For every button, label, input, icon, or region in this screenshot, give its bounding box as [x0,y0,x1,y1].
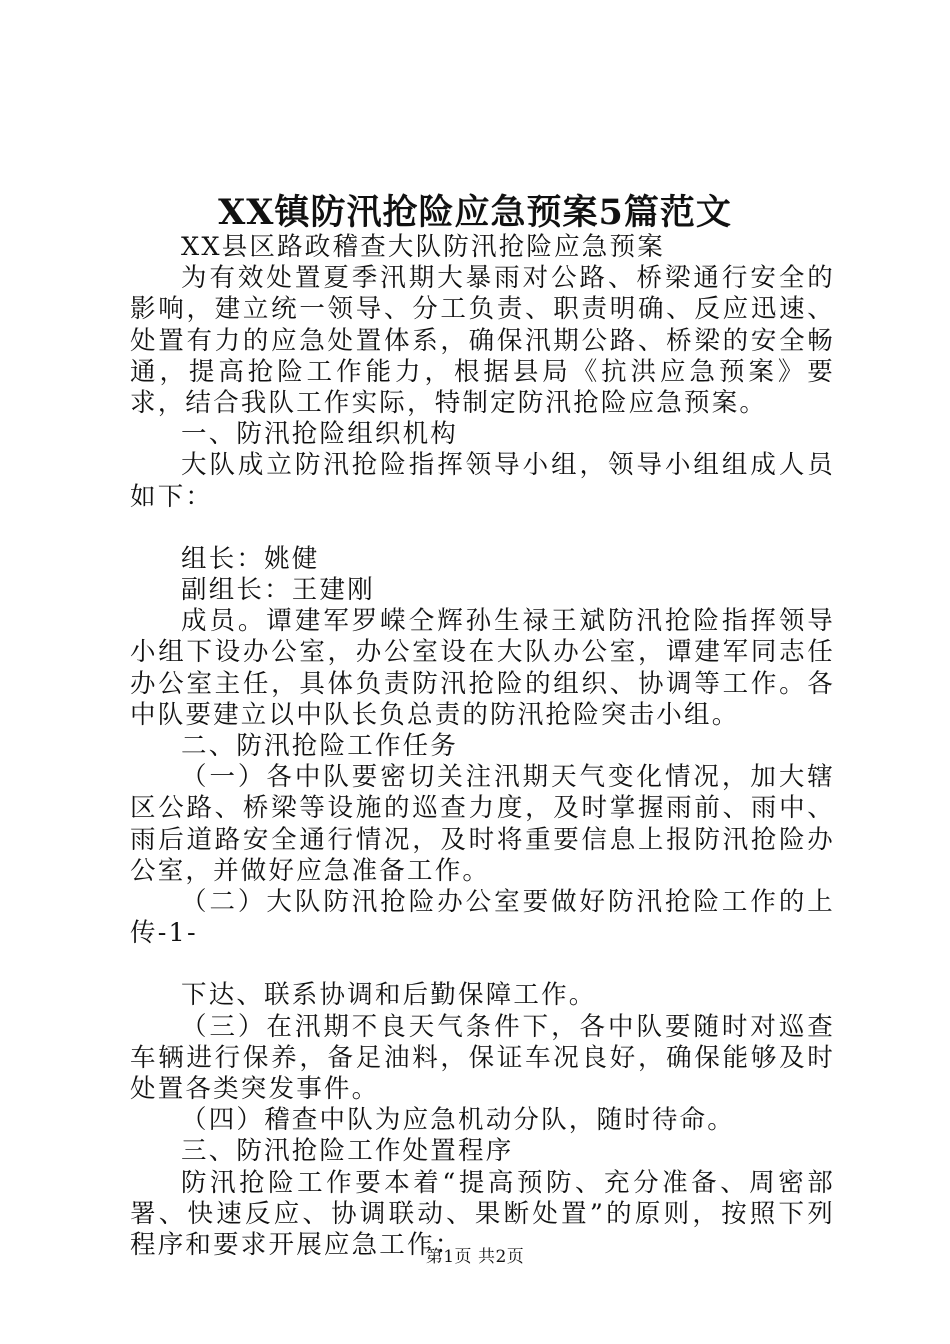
paragraph-task-2-cont: 下达、联系协调和后勤保障工作。 [181,980,597,1011]
heading-section-2: 二、防汛抢险工作任务 [181,731,459,762]
paragraph-task-1: （一）各中队要密切关注汛期天气变化情况，加大辖区公路、桥梁等设施的巡查力度，及时掌握雨前、雨中、雨后道路安全通行情况，及时将重要信息上报防汛抢险办公室，并做好应急准备工作。 [130,762,835,886]
paragraph-procedure: 防汛抢险工作要本着“提高预防、充分准备、周密部署、快速反应、协调联动、果断处置”的原则，按照下列程序和要求开展应急工作： [130,1167,835,1261]
paragraph-subtitle: XX县区路政稽查大队防汛抢险应急预案 [181,232,665,262]
heading-section-3: 三、防汛抢险工作处置程序 [181,1136,514,1167]
paragraph-task-4: （四）稽查中队为应急机动分队，随时待命。 [181,1105,736,1136]
paragraph-members: 成员。谭建军罗嵘仝辉孙生禄王斌防汛抢险指挥领导小组下设办公室，办公室设在大队办公室，谭建军同志任办公室主任，具体负责防汛抢险的组织、协调等工作。各中队要建立以中队长负总责的防汛抢险突击小组。 [130,606,835,730]
paragraph-leader: 组长：姚健 [181,543,320,574]
document-title: XX镇防汛抢险应急预案5篇范文 [218,192,732,233]
paragraph-intro: 为有效处置夏季汛期大暴雨对公路、桥梁通行安全的影响，建立统一领导、分工负责、职责明确、反应迅速、处置有力的应急处置体系，确保汛期公路、桥梁的安全畅通，提高抢险工作能力，根据县局《抗洪应急预案》要求，结合我队工作实际，特制定防汛抢险应急预案。 [130,263,835,419]
paragraph-task-2: （二）大队防汛抢险办公室要做好防汛抢险工作的上传-1- [130,887,835,949]
paragraph-leadership: 大队成立防汛抢险指挥领导小组，领导小组组成人员如下： [130,450,835,512]
paragraph-task-3: （三）在汛期不良天气条件下，各中队要随时对巡查车辆进行保养，备足油料，保证车况良好，确保能够及时处置各类突发事件。 [130,1011,835,1105]
document-body [130,232,835,1261]
paragraph-deputy-leader: 副组长：王建刚 [181,575,375,606]
heading-section-1: 一、防汛抢险组织机构 [181,419,459,450]
page-number-footer: 第1页 共2页 [425,1247,525,1267]
